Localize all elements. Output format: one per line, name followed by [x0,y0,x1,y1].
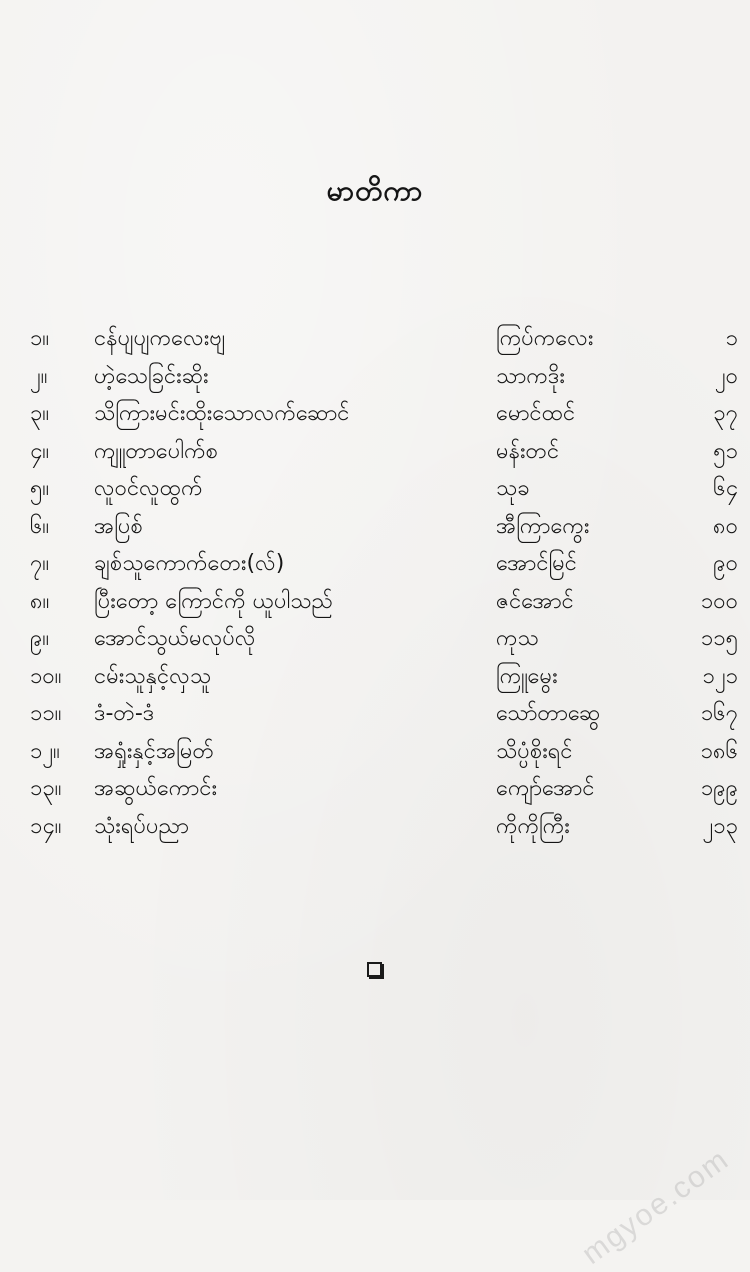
story-title: ဟဲ့သေခြင်းဆိုး [94,363,209,389]
toc-row [0,808,750,846]
entry-number: ၂။ [30,363,48,389]
story-title: လူဝင်လူထွက် [94,476,203,501]
author-name: အောင်မြင် [496,551,577,576]
author-name: သော်တာဆွေ [496,701,601,726]
entry-number: ၉။ [30,626,50,651]
page-number: ၁၈၆ [700,738,738,764]
story-title: ငန်ပျပျကလေးဗျ [94,326,226,351]
page-number: ၁ [725,326,738,351]
author-name: မန်းတင် [496,438,560,464]
toc-row [0,658,750,696]
page-number: ၁၁၅ [700,626,738,651]
toc-row [0,695,750,733]
toc-row [0,320,750,358]
page-number: ၁၉၉ [700,776,738,801]
author-name: သာကဒိုး [496,363,565,389]
toc-row [0,358,750,396]
author-name: သိပ္ပံစိုးရင် [496,738,573,764]
story-title: ချစ်သူကောက်တေး(လ်) [94,551,285,576]
story-title: သိကြားမင်းထိုးသောလက်ဆောင် [94,401,350,426]
entry-number: ၄။ [30,438,50,464]
page-number: ၉၀ [713,551,738,576]
toc-row [0,770,750,808]
story-title: အရှုံးနှင့်အမြတ် [94,738,214,764]
entry-number: ၈။ [30,588,50,614]
page-number: ၅၁ [713,438,738,464]
toc-row [0,508,750,546]
page-number: ၃၇ [713,401,738,426]
author-name: ကိုကိုကြီး [496,813,570,839]
entry-number: ၁၀။ [30,663,62,689]
author-name: မောင်ထင် [496,401,576,426]
author-name: သုခ [496,476,530,501]
story-title: သုံးရပ်ပညာ [94,813,189,839]
table-of-contents [0,320,750,845]
page-number: ၆၄ [713,476,738,501]
entry-number: ၁၁။ [30,701,62,726]
author-name: ကျော်အောင် [496,776,595,801]
story-title: ပြီးတော့ ကြောင်ကို ယူပါသည် [94,588,333,614]
toc-row [0,583,750,621]
toc-row [0,433,750,471]
author-name: ကြပ်ကလေး [496,326,594,351]
toc-row [0,545,750,583]
end-square-icon [367,962,382,977]
story-title: ကျူတာပေါက်စ [94,438,219,464]
toc-row [0,395,750,433]
page-number: ၁၂၁ [702,663,738,689]
story-title: ဒံ-တဲ-ဒံ [94,701,155,726]
entry-number: ၁၃။ [30,776,62,801]
entry-number: ၇။ [30,551,50,576]
entry-number: ၁၄။ [30,813,62,839]
story-title: အပြစ် [94,513,143,539]
page-number: ၂၀ [714,363,738,389]
page-number: ၁၆၇ [700,701,738,726]
entry-number: ၃။ [30,401,50,426]
page-number: ၁၀၀ [700,588,738,614]
story-title: ငမ်းသူနှင့်လှသူ [94,663,212,689]
story-title: အောင်သွယ်မလုပ်လို [94,626,256,651]
toc-row [0,733,750,771]
author-name: ကြူမွေး [496,663,558,689]
toc-row [0,470,750,508]
page-title: မာတိကာ [326,174,424,207]
watermark: mgyoe.com [576,1142,736,1271]
entry-number: ၁။ [30,326,50,351]
entry-number: ၆။ [30,513,50,539]
author-name: အီကြာကွေး [496,513,590,539]
entry-number: ၁၂။ [30,738,60,764]
story-title: အဆွယ်ကောင်း [94,776,218,801]
page-number: ၈၀ [713,513,738,539]
author-name: ဇင်အောင် [496,588,574,614]
entry-number: ၅။ [30,476,50,501]
toc-row [0,620,750,658]
author-name: ကုသ [496,626,539,651]
page-number: ၂၁၃ [702,813,738,839]
